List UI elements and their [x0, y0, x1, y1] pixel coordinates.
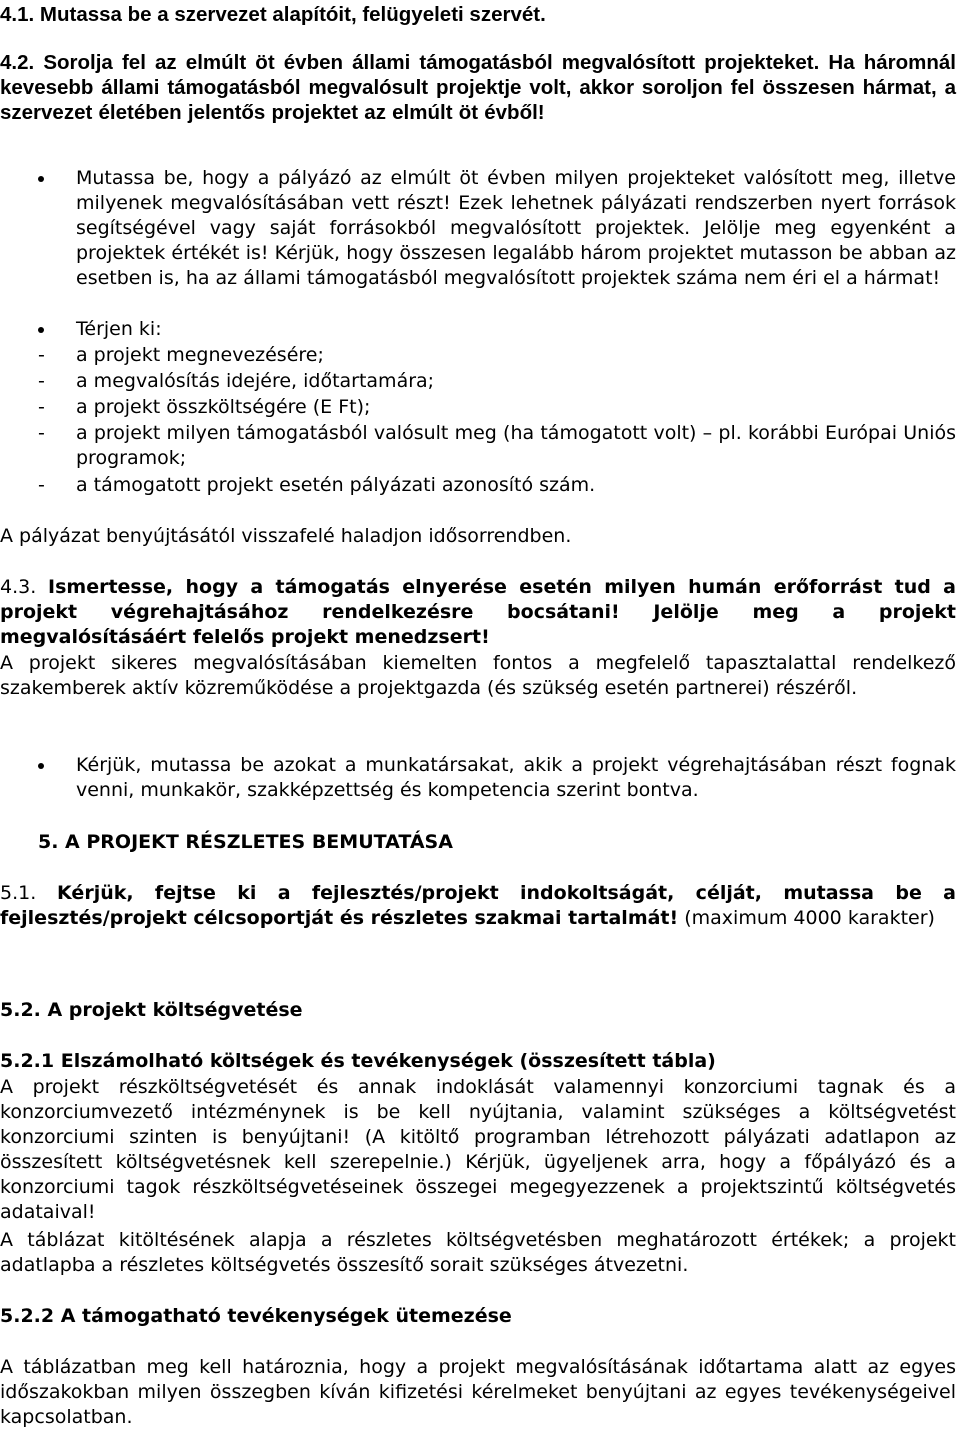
- dash-mark: -: [38, 344, 45, 366]
- dash-item: [0, 421, 956, 471]
- section-5-2-1-paragraph-2: A táblázat kitöltésének alapja a részletes költségvetésben meghatározott értékek; a projekt adatlapba a részletes költségvetés összesítő sorait szükséges átvezetni.: [0, 1229, 956, 1276]
- bullet-projects-text: Mutassa be, hogy a pályázó az elmúlt öt évben milyen projekteket valósított meg, illetve milyenek megvalósításában vett részt! Ezek lehetnek pályázati rendszerben nyert források segítségével vagy saját forrásokból megvalósított projektek. Jelölje meg egyenként a projektek értékét is! Kérjük, hogy összesen legalább három projektet mutasson be abban az esetben is, ha az állami támogatásból megvalósított projektek száma nem éri el a hármat!: [76, 167, 956, 289]
- dash-text: a megvalósítás idejére, időtartamára;: [76, 370, 435, 392]
- bullet-item-projects: [0, 166, 956, 291]
- dash-mark: -: [38, 474, 45, 496]
- section-4-2-number: 4.2.: [0, 51, 35, 74]
- section-5-1-heading: Kérjük, fejtse ki a fejlesztés/projekt indokoltságát, célját, mutassa be a fejlesztés/projekt célcsoportját és részletes szakmai tartalmát!: [0, 882, 956, 929]
- section-5-2-heading: 5.2. A projekt költségvetése: [0, 999, 303, 1021]
- dash-item: [0, 395, 956, 420]
- dash-item: [0, 369, 956, 394]
- dash-item: [0, 343, 956, 368]
- section-4-2-text: Sorolja fel az elmúlt öt évben állami támogatásból megvalósított projekteket. Ha háromnál kevesebb állami támogatásból megvalósult projektje volt, akkor soroljon fel összesen hármat, a szervezet életében jelentős projektet az elmúlt öt évből!: [0, 51, 956, 124]
- section-4-1-number: 4.1.: [0, 3, 35, 26]
- section-5-2-2-heading: 5.2.2 A támogatható tevékenységek ütemezése: [0, 1305, 512, 1327]
- section-5-2-1-paragraph-1: A projekt részköltségvetését és annak indoklását valamennyi konzorciumi tagnak és a konzorciumvezető intézménynek is be kell nyújtania, valamint szükséges a költségvetést konzorciumi szinten is benyújtani! (A kitöltő programban létrehozott pályázati adatlapon az összesített költségvetésnek kell szerepelnie.) Kérjük, ügyeljenek arra, hogy a főpályázó és a konzorciumi tagok részköltségvetéseinek összegei megegyezzenek a projektszintű költségvetés adataival!: [0, 1076, 956, 1223]
- section-5-heading: 5. A PROJEKT RÉSZLETES BEMUTATÁSA: [38, 831, 453, 853]
- section-4-3-number: 4.3.: [0, 576, 37, 598]
- bullet-item-terjen-ki: [0, 317, 956, 342]
- bullet-terjen-ki-text: Térjen ki:: [76, 318, 162, 340]
- section-4-3-heading: Ismertesse, hogy a támogatás elnyerése esetén milyen humán erőforrást tud a projekt végrehajtásához rendelkezésre bocsátani! Jelölje meg a projekt megvalósításáért felelős projekt menedzsert!: [0, 576, 956, 648]
- bullet-icon: [38, 176, 44, 182]
- section-5-1-tail: (maximum 4000 karakter): [684, 907, 935, 929]
- dash-mark: -: [38, 422, 45, 444]
- order-note: A pályázat benyújtásától visszafelé haladjon idősorrendben.: [0, 525, 572, 547]
- dash-item: [0, 473, 956, 498]
- bullet-icon: [38, 763, 44, 769]
- section-4-3-body: A projekt sikeres megvalósításában kiemelten fontos a megfelelő tapasztalattal rendelkező szakemberek aktív közreműködése a projektgazda (és szükség esetén partnerei) részéről.: [0, 652, 956, 699]
- section-4-1-text: Mutassa be a szervezet alapítóit, felügyeleti szervét.: [39, 3, 546, 26]
- dash-text: a projekt milyen támogatásból valósult meg (ha támogatott volt) – pl. korábbi Európai Uniós programok;: [76, 422, 956, 469]
- bullet-item-staff: [0, 753, 956, 803]
- bullet-icon: [38, 327, 44, 333]
- dash-text: a projekt összköltségére (E Ft);: [76, 396, 371, 418]
- dash-text: a támogatott projekt esetén pályázati azonosító szám.: [76, 474, 596, 496]
- section-4-2: [0, 50, 956, 125]
- dash-text: a projekt megnevezésére;: [76, 344, 324, 366]
- dash-mark: -: [38, 396, 45, 418]
- section-4-3: [0, 575, 956, 650]
- section-5-1: [0, 881, 956, 931]
- section-4-1: [0, 2, 956, 27]
- bullet-staff-text: Kérjük, mutassa be azokat a munkatársakat, akik a projekt végrehajtásában részt fognak venni, munkakör, szakképzettség és kompetencia szerint bontva.: [76, 754, 956, 801]
- section-5-2-1-heading: 5.2.1 Elszámolható költségek és tevékenységek (összesített tábla): [0, 1050, 716, 1072]
- section-5-2-2-paragraph: A táblázatban meg kell határoznia, hogy a projekt megvalósításának időtartama alatt az egyes időszakokban milyen összegben kíván kifizetési kérelmeket benyújtani az egyes tevékenységeivel kapcsolatban.: [0, 1356, 956, 1428]
- dash-mark: -: [38, 370, 45, 392]
- section-5-1-number: 5.1.: [0, 882, 37, 904]
